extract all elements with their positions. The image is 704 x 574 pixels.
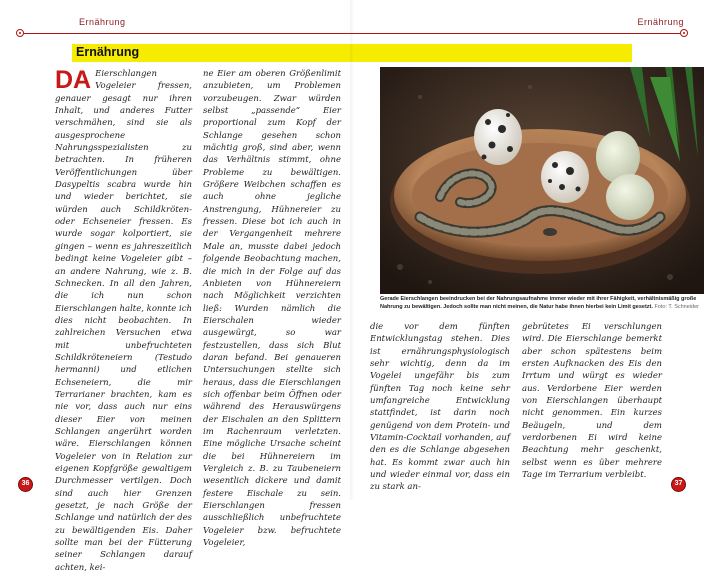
page-number: 37 [671,477,686,492]
body-text: die vor dem fünften Entwicklungstag stehen. Dies ist ernährungsphysiologisch sehr wichtig, denn da im Vogelei ungefähr bis zum fünften Tag noch keine sehr umfangreiche Entwicklung stattfindet, ist darin noch genügend von dem Protein- und Vitamin-Cocktail vorhanden, auf den es die Schlange abgesehen hat. Es kommt zwar auch hin und wieder einmal vor, dass ein zu stark an- [370,322,510,493]
section-heading-bar-continued [352,44,632,62]
section-heading-bar [72,44,352,62]
section-title: Ernährung [76,45,140,59]
rule-end-dot-icon [16,29,24,37]
text-column-1 [370,321,510,494]
text-column-2 [522,321,662,481]
photo-caption [380,296,704,312]
photo-illustration [380,67,704,294]
body-text: ne Eier am oberen Größenlimit anzubieten, um Problemen vorzubeugen. Zwar würden selbst „passende“ Eier proportional zum Kopf der Schlange gesehen schon mächtig groß, sind aber, wenn das Verhältnis stimmt, ohne Probleme zu bewältigen. Größere Weibchen schaffen es auch ohne jegliche Anstrengung, Hühnereier zu fressen. Diese bot ich auch in der Vergangenheit mehrere Male an, musste dabei jedoch folgende Beobachtung machen, die mich in der Folge auf das Anbieten von Hühnereiern nach Möglichkeit verzichten ließ: Wurden nämlich die Eierschalen wieder ausgewürgt, so war festzustellen, dass sich Blut daran befand. Bei genaueren Untersuchungen stellte sich heraus, dass die Eierschlangen sich offenbar beim Öffnen oder während des Herauswürgens der Eischalen an den Splittern im Rachenraum verletzten. Eine mögliche Ursache scheint die bei Hühnereiern im Vergleich z. B. zu Taubeneiern wesentlich dickere und damit festere Eischale zu sein. Eierschlangen fressen ausschließlich unbefruchtete Vogeleier bzw. befruchtete Vogeleier, [203,69,341,549]
body-text: Eierschlangen Vogeleier fressen, genauer gesagt nur ihren Inhalt, und anderes Futter verschmähen, sind sie als ausgesprochene Nahrungsspezialisten zu betrachten. In früheren Veröffentlichungen über Dasypeltis scabra wurde hin und wieder berichtet, sie würden auch Schildkröten- oder Echseneier fressen. Es wurde sogar kolportiert, sie gingen – wenn es jahreszeitlich bedingt keine Vogeleier gibt – an andere Nahrung, wie z. B. Schnecken. In all den Jahren, die ich nun schon Eierschlangen halte, konnte ich dies nicht beobachten. In zahlreichen Versuchen etwa mit unbefruchteten Schildkröteneiern (Testudo hermanni) und etlichen Echseneiern, die mir Terrarianer brachten, kam es nie vor, dass auch nur eins dieser Eier von meinen Schlangen angerührt worden wäre. Eierschlangen können Vogeleier von in Relation zur eigenen Kopfgröße gewaltigem Durchmesser vertilgen. Doch sind auch hier Grenzen gesetzt, je nach Größe der Schlange und natürlich der des zu bewältigenden Eis. Daher sollte man bei der Fütterung seiner Schlangen darauf achten, kei- [55,69,192,573]
snake-eggs-photo [380,67,704,294]
left-page [0,0,352,573]
photo-credit: Foto: T. Schneider [654,303,699,310]
running-head: Ernährung [637,17,684,27]
header-rule [352,33,684,34]
text-column-2 [203,68,341,549]
page-number: 36 [18,477,33,492]
right-page [352,0,704,500]
spine-fold [350,0,354,500]
running-head: Ernährung [79,17,126,27]
header-rule [20,33,352,34]
rule-end-dot-icon [680,29,688,37]
drop-cap: DA [55,66,92,94]
body-text: gebrütetes Ei verschlungen wird. Die Eierschlange bemerkt aber schon spätestens beim ersten Aufknacken des Eis den Irrtum und würgt es wieder aus. Verdorbene Eier werden von Eierschlangen überhaupt nicht genommen. Ein kurzes Beäugeln, und dem verdorbenen Ei wird keine Beachtung mehr geschenkt, selbst wenn es über mehrere Tage im Terrarium verbleibt. [522,322,662,481]
caption-text: Gerade Eierschlangen beeindrucken bei der Nahrungsaufnahme immer wieder mit ihrer Fähigkeit, verhältnismäßig große Nahrung zu bewältigen. Jedoch sollte man nicht meinen, die Natur habe ihnen hierbei kein Limit gesetzt. [380,296,697,310]
text-column-1 [55,68,192,574]
